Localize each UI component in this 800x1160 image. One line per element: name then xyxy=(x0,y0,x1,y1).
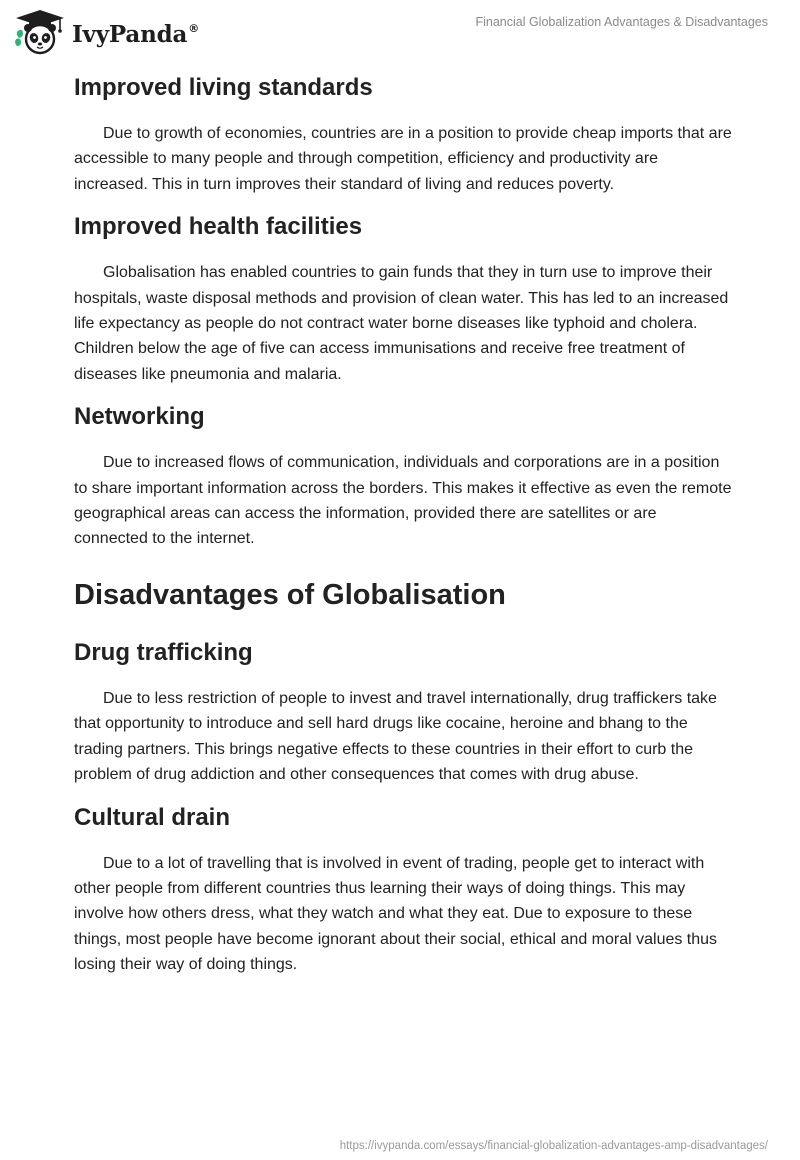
page-header xyxy=(0,0,800,62)
section-heading: Cultural drain xyxy=(74,803,231,831)
section-paragraph: Due to a lot of travelling that is involved in event of trading, people get to interact with other people from different countries thus learning their ways of doing things. This may involve how others dress, what they watch and what they eat. Due to exposure to these things, most people have become ignorant about their social, ethical and moral values thus losing their way of doing things. xyxy=(74,854,718,974)
section-paragraph: Due to less restriction of people to invest and travel internationally, drug traffickers take that opportunity to introduce and sell hard drugs like cocaine, heroine and bhang to the trading partners. This brings negative effects to these countries in their effort to curb the problem of drug addiction and other consequences that comes with drug abuse. xyxy=(74,689,717,784)
source-url-link[interactable]: https://ivypanda.com/essays/financial-globalization-advantages-amp-disadvantages/ xyxy=(339,1140,768,1152)
brand-logo[interactable] xyxy=(14,8,199,56)
section-heading: Drug trafficking xyxy=(74,638,253,666)
brand-name: IvyPanda® xyxy=(72,20,199,48)
main-heading: Disadvantages of Globalisation xyxy=(74,578,506,611)
section-heading: Networking xyxy=(74,403,205,431)
section-paragraph: Due to increased flows of communication, individuals and corporations are in a position to share important information across the borders. This makes it effective as even the remote geographical areas can access the information, provided there are satellites or are connected to the internet. xyxy=(74,454,732,548)
article-body xyxy=(74,72,734,992)
document-title: Financial Globalization Advantages & Disadvantages xyxy=(475,15,768,29)
panda-graduation-cap-icon xyxy=(14,8,66,56)
section-paragraph: Globalisation has enabled countries to gain funds that they in turn use to improve their hospitals, waste disposal methods and provision of clean water. This has led to an increased life expectancy as people do not contract water borne diseases like typhoid and cholera. Children below the age of five can access immunisations and receive free treatment of diseases like pneumonia and malaria. xyxy=(74,264,729,383)
section-heading: Improved living standards xyxy=(74,74,373,101)
section-heading: Improved health facilities xyxy=(74,213,363,241)
section-paragraph: Due to growth of economies, countries are in a position to provide cheap imports that are accessible to many people and through competition, efficiency and productivity are increased. This in turn improves their standard of living and reduces poverty. xyxy=(74,125,732,193)
